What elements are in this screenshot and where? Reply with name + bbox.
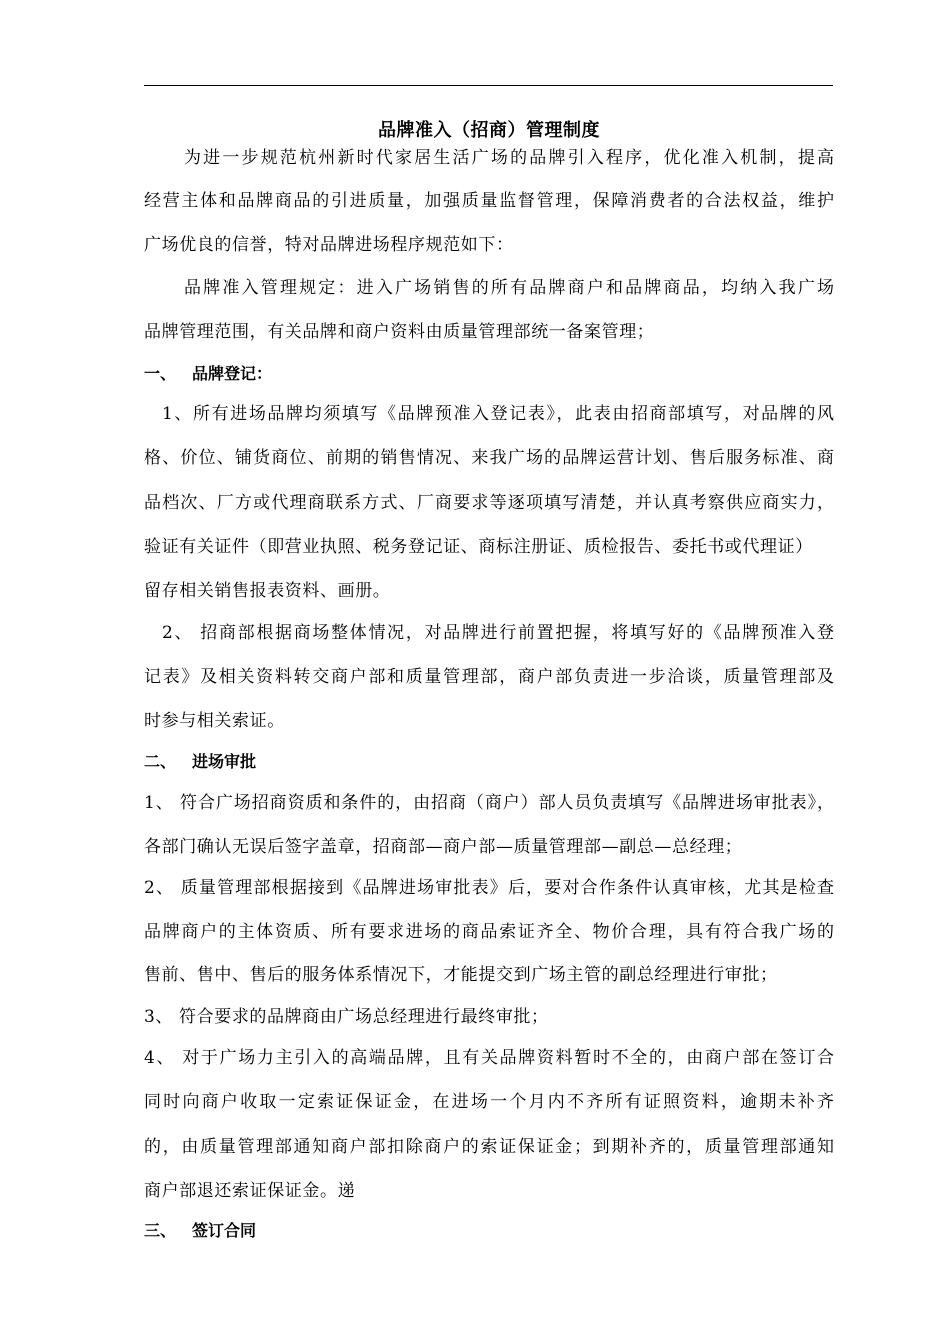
intro-line-2: 经营主体和品牌商品的引进质量，加强质量监督管理，保障消费者的合法权益，维护 [144, 191, 834, 211]
document-title: 品牌准入（招商）管理制度 [378, 120, 600, 141]
s2-item3-line-1: 3、 符合要求的品牌商由广场总经理进行最终审批； [144, 1007, 549, 1027]
s2-item1-line-2: 各部门确认无误后签字盖章，招商部—商户部—质量管理部—副总—总经理； [144, 837, 743, 857]
section-2-number: 二、 [144, 752, 177, 771]
section-1-number: 一、 [144, 364, 177, 383]
s2-item4-line-1: 4、 对于广场力主引入的高端品牌，且有关品牌资料暂时不全的，由商户部在签订合 [144, 1048, 834, 1068]
s1-item1-line-5: 留存相关销售报表资料、画册。 [144, 581, 391, 601]
s2-item2-line-1: 2、 质量管理部根据接到《品牌进场审批表》后，要对合作条件认真审核，尤其是检查 [144, 878, 834, 898]
s1-item1-line-4: 验证有关证件（即营业执照、税务登记证、商标注册证、质检报告、委托书或代理证） [144, 537, 813, 557]
s2-item2-line-2: 品牌商户的主体资质、所有要求进场的商品索证齐全、物价合理，具有符合我广场的 [144, 922, 834, 942]
s2-item2-line-3: 售前、售中、售后的服务体系情况下，才能提交到广场主管的副总经理进行审批； [144, 965, 778, 985]
s2-item4-line-3: 的，由质量管理部通知商户部扣除商户的索证保证金；到期补齐的，质量管理部通知 [144, 1137, 834, 1157]
section-3-number: 三、 [144, 1221, 177, 1240]
header-rule [144, 85, 833, 86]
section-3-heading [144, 1219, 256, 1243]
section-1-heading [144, 362, 272, 386]
s1-item2-line-3: 时参与相关索证。 [144, 711, 285, 731]
s2-item4-line-4: 商户部退还索证保证金。递 [144, 1181, 356, 1201]
intro-line-1: 为进一步规范杭州新时代家居生活广场的品牌引入程序，优化准入机制，提高 [184, 148, 834, 168]
section-3-title: 签订合同 [192, 1221, 257, 1240]
intro-line-3: 广场优良的信誉，特对品牌进场程序规范如下： [144, 235, 514, 255]
s2-item1-line-1: 1、 符合广场招商资质和条件的，由招商（商户）部人员负责填写《品牌进场审批表》， [144, 793, 834, 813]
s2-item4-line-2: 同时向商户收取一定索证保证金，在进场一个月内不齐所有证照资料，逾期未补齐 [144, 1092, 834, 1112]
section-2-heading [144, 750, 256, 774]
rule-line-2: 品牌管理范围，有关品牌和商户资料由质量管理部统一备案管理； [144, 322, 655, 342]
s1-item1-line-3: 品档次、厂方或代理商联系方式、厂商要求等逐项填写清楚，并认真考察供应商实力， [144, 493, 834, 513]
s1-item2-line-1: 2、 招商部根据商场整体情况，对品牌进行前置把握，将填写好的《品牌预准入登 [162, 623, 834, 643]
s1-item2-line-2: 记表》及相关资料转交商户部和质量管理部，商户部负责进一步洽谈，质量管理部及 [144, 667, 834, 687]
s1-item1-line-2: 格、价位、铺货商位、前期的销售情况、来我广场的品牌运营计划、售后服务标准、商 [144, 448, 834, 468]
rule-line-1: 品牌准入管理规定：进入广场销售的所有品牌商户和品牌商品，均纳入我广场 [184, 278, 834, 298]
s1-item1-line-1: 1、所有进场品牌均须填写《品牌预准入登记表》，此表由招商部填写，对品牌的风 [162, 404, 834, 424]
section-1-title: 品牌登记： [192, 364, 273, 383]
section-2-title: 进场审批 [192, 752, 257, 771]
